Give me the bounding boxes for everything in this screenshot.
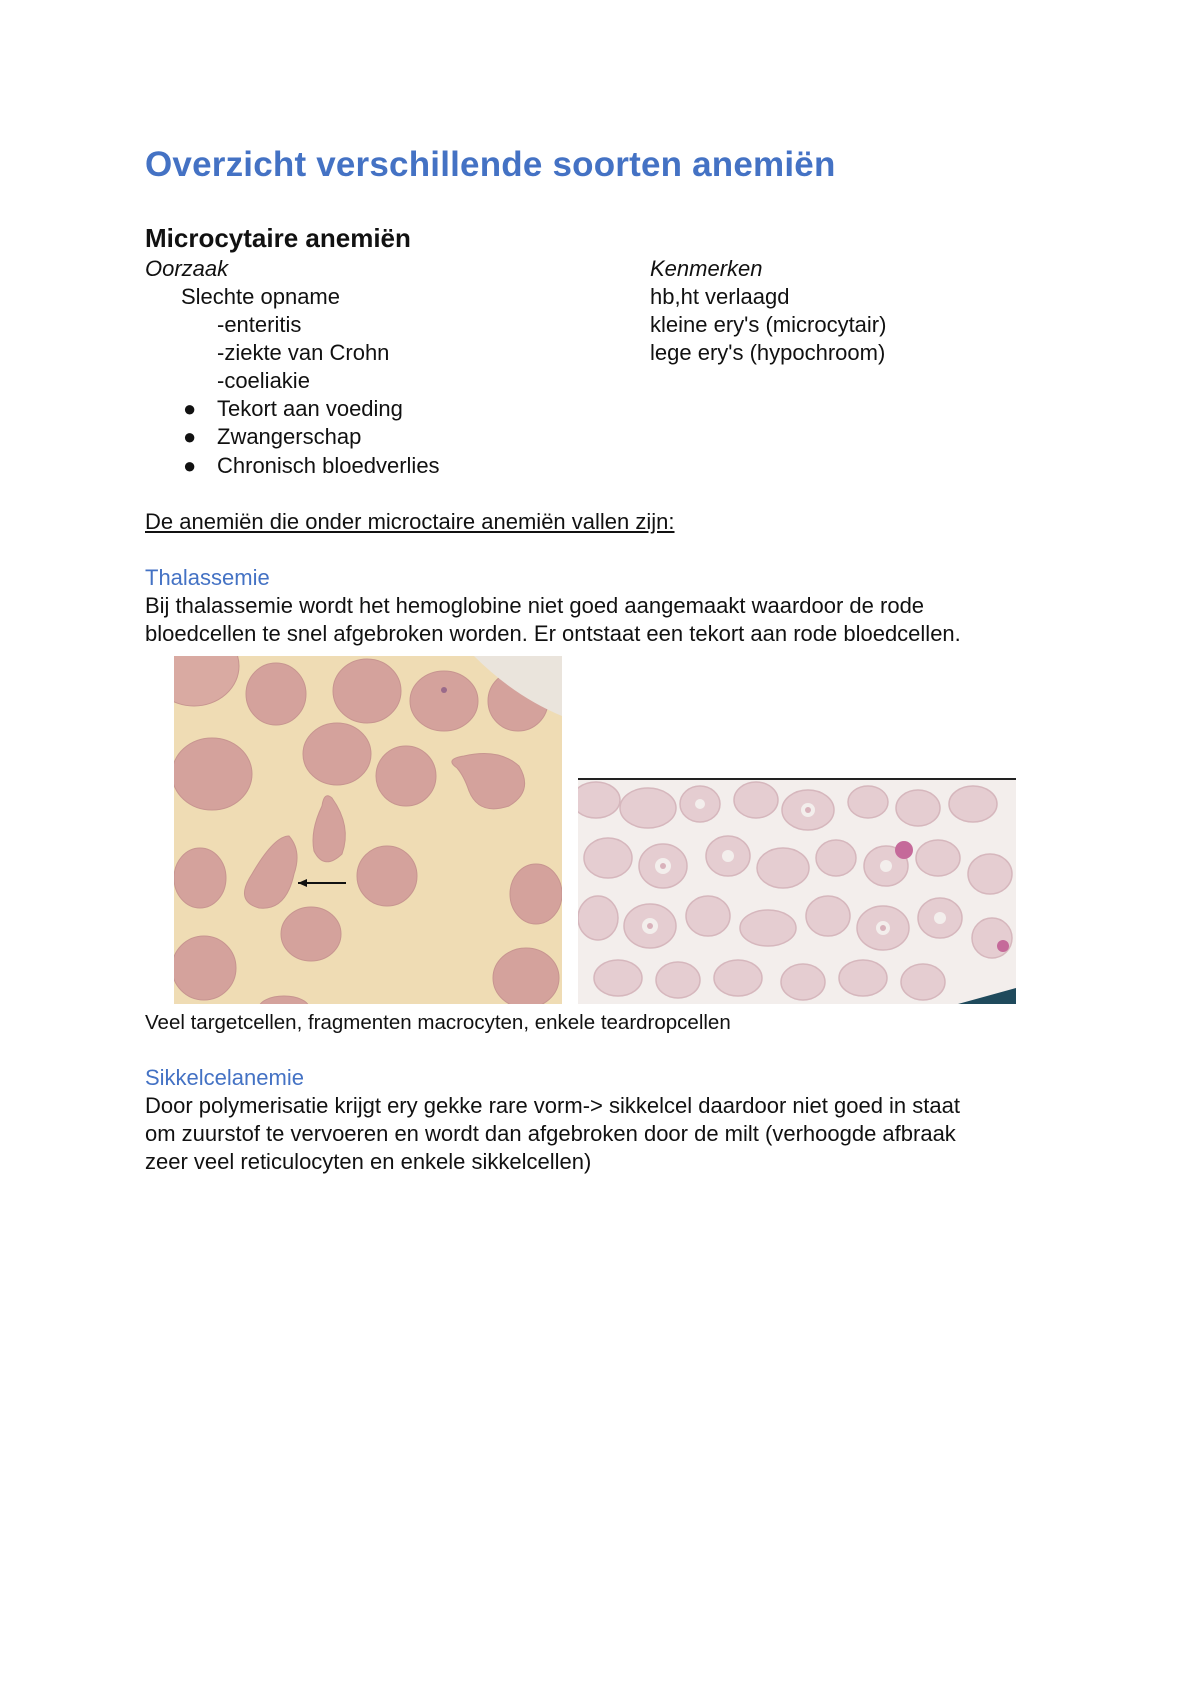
- feature-item: hb,ht verlaagd: [650, 284, 790, 309]
- bullet-dot-icon: ●: [183, 396, 197, 421]
- bullet-dot-icon: ●: [183, 453, 197, 478]
- cause-sub-item: -ziekte van Crohn: [217, 340, 390, 365]
- thalassemie-heading: Thalassemie: [145, 565, 270, 590]
- cause-bullet-item: ● Tekort aan voeding: [183, 396, 403, 421]
- cause-main: Slechte opname: [181, 284, 340, 309]
- blood-smear-image: [578, 778, 1016, 1004]
- feature-item: kleine ery's (microcytair): [650, 312, 887, 337]
- feature-item: lege ery's (hypochroom): [650, 340, 886, 365]
- sikkelcel-heading: Sikkelcelanemie: [145, 1065, 304, 1090]
- cause-sub-item: -enteritis: [217, 312, 302, 337]
- bullet-dot-icon: ●: [183, 424, 197, 449]
- document-title: Overzicht verschillende soorten anemiën: [145, 145, 836, 184]
- sikkelcel-text-line: zeer veel reticulocyten en enkele sikkelcellen): [145, 1149, 592, 1174]
- thalassemie-image-teardrop: [174, 656, 562, 1004]
- cause-sub-item: -coeliakie: [217, 368, 310, 393]
- features-column-header: Kenmerken: [650, 256, 763, 281]
- thalassemie-text-line: Bij thalassemie wordt het hemoglobine niet goed aangemaakt waardoor de rode: [145, 593, 925, 618]
- section-heading: Microcytaire anemiën: [145, 223, 411, 253]
- cause-bullet-item: ● Chronisch bloedverlies: [183, 453, 440, 478]
- sikkelcel-text-line: Door polymerisatie krijgt ery gekke rare vorm-> sikkelcel daardoor niet goed in staat: [145, 1093, 960, 1118]
- cause-column-header: Oorzaak: [145, 256, 229, 281]
- image-caption: Veel targetcellen, fragmenten macrocyten, enkele teardropcellen: [145, 1011, 731, 1034]
- intro-underlined: De anemiën die onder microctaire anemiën vallen zijn:: [145, 509, 675, 534]
- thalassemie-image-targetcells: [578, 778, 1016, 1004]
- thalassemie-text-line: bloedcellen te snel afgebroken worden. Er ontstaat een tekort aan rode bloedcellen.: [145, 621, 961, 646]
- cause-bullet-item: ● Zwangerschap: [183, 424, 362, 449]
- sikkelcel-text-line: om zuurstof te vervoeren en wordt dan afgebroken door de milt (verhoogde afbraak: [145, 1121, 956, 1146]
- blood-smear-image: [174, 656, 562, 1004]
